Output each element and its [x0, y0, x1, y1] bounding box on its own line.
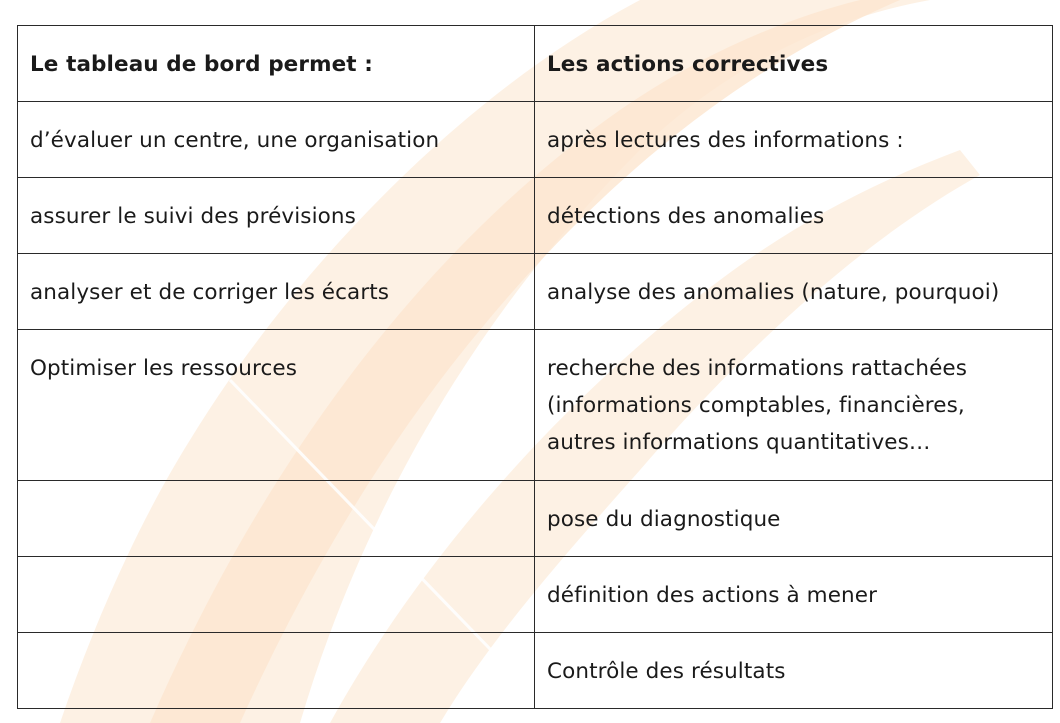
table-cell: d’évaluer un centre, une organisation — [18, 102, 535, 178]
table-cell: détections des anomalies — [535, 178, 1053, 254]
table-row — [18, 633, 1053, 709]
table-row — [18, 254, 1053, 330]
table-cell-empty — [18, 633, 535, 709]
dashboard-corrective-actions-table — [17, 25, 1053, 709]
table-row — [18, 557, 1053, 633]
table-cell-empty — [18, 557, 535, 633]
table-row — [18, 481, 1053, 557]
table-row — [18, 102, 1053, 178]
table-cell: assurer le suivi des prévisions — [18, 178, 535, 254]
table-cell-empty — [18, 481, 535, 557]
table-row — [18, 330, 1053, 481]
header-corrective-actions: Les actions correctives — [535, 26, 1053, 102]
table-cell: Contrôle des résultats — [535, 633, 1053, 709]
table-row — [18, 178, 1053, 254]
header-dashboard-purpose: Le tableau de bord permet : — [18, 26, 535, 102]
table-cell: pose du diagnostique — [535, 481, 1053, 557]
table-cell: Optimiser les ressources — [18, 330, 535, 481]
table-header-row — [18, 26, 1053, 102]
table-cell: après lectures des informations : — [535, 102, 1053, 178]
table-cell: définition des actions à mener — [535, 557, 1053, 633]
table-cell: analyse des anomalies (nature, pourquoi) — [535, 254, 1053, 330]
table-cell: analyser et de corriger les écarts — [18, 254, 535, 330]
table-cell: recherche des informations rattachées (informations comptables, financières, autres informations quantitatives… — [535, 330, 1053, 481]
